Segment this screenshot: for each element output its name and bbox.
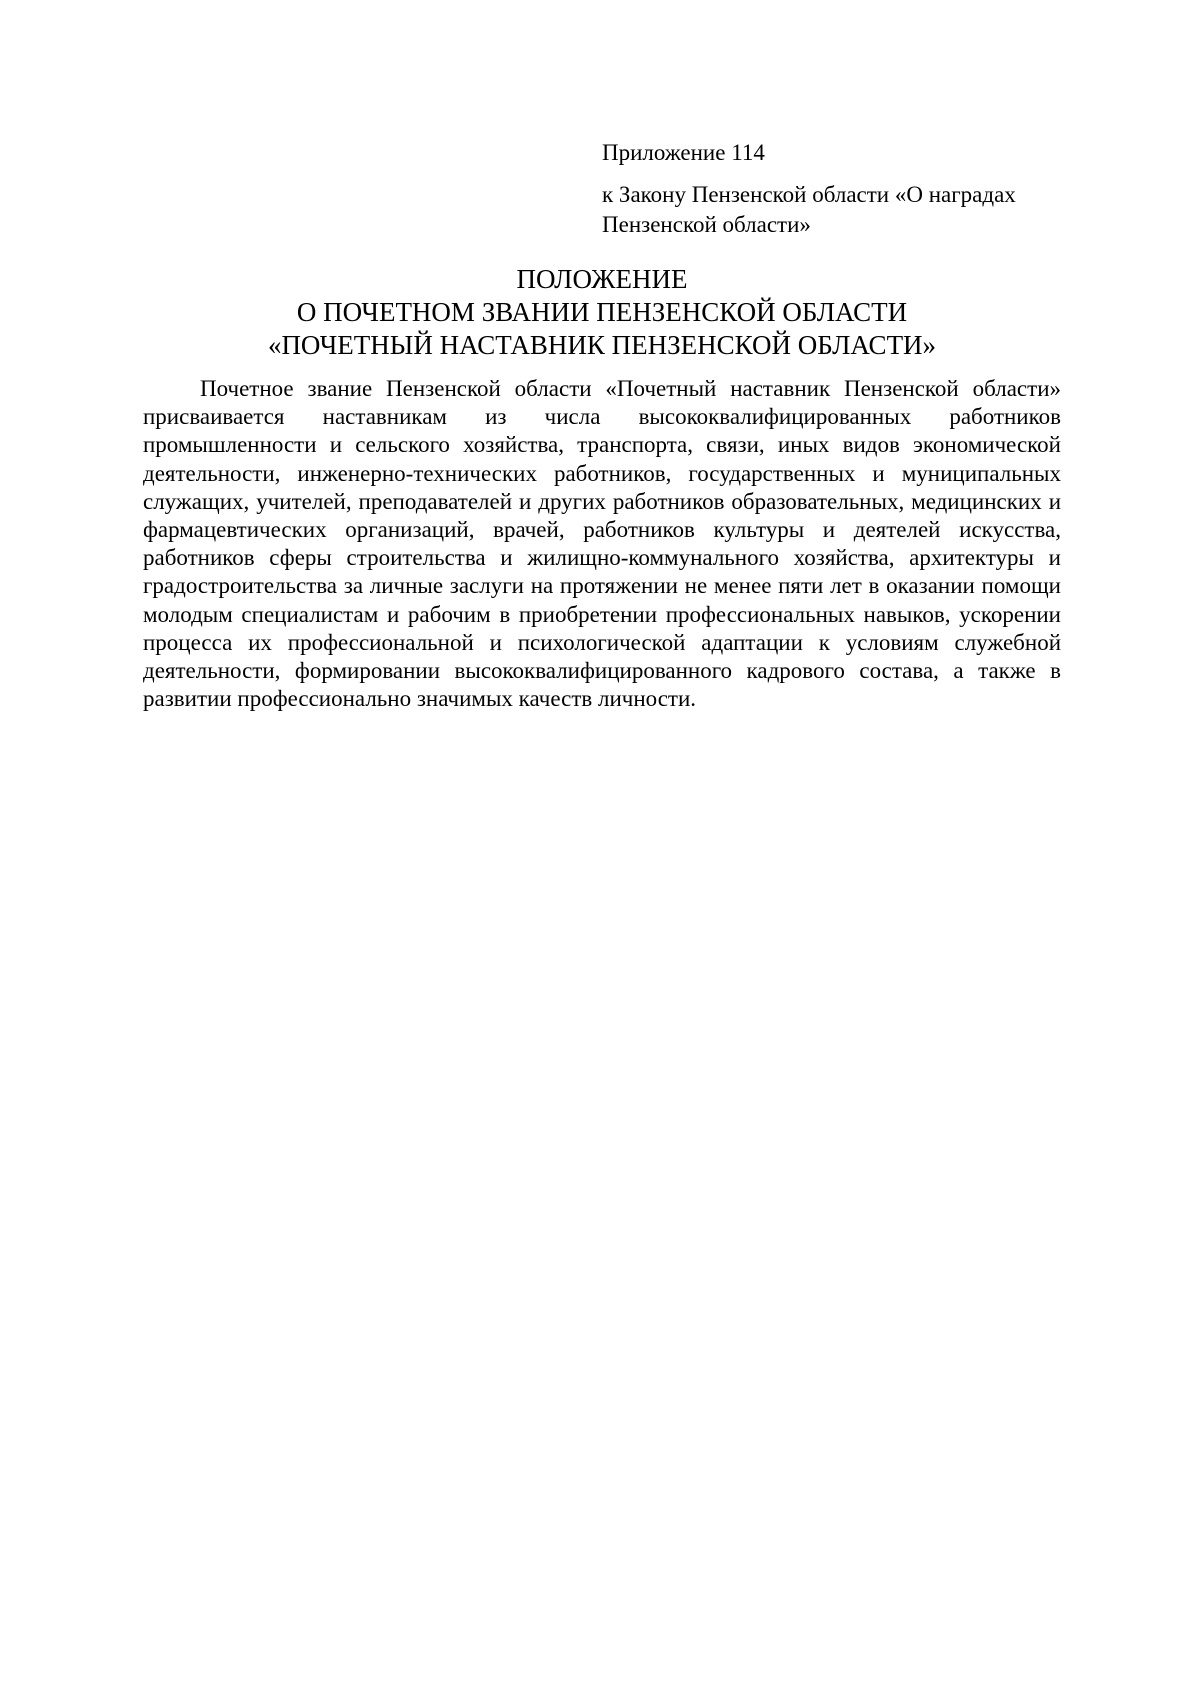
appendix-law-reference: к Закону Пензенской области «О наградах Пензенской области»: [602, 182, 1016, 237]
document-title: [143, 263, 1061, 362]
appendix-number: Приложение 114: [602, 140, 765, 165]
title-line-1: ПОЛОЖЕНИЕ: [516, 264, 688, 294]
title-line-3: «ПОЧЕТНЫЙ НАСТАВНИК ПЕНЗЕНСКОЙ ОБЛАСТИ»: [267, 330, 937, 360]
appendix-header: [602, 138, 1072, 240]
body-paragraph: Почетное звание Пензенской области «Почетный наставник Пензенской области» присваивается наставникам из числа высококвалифицированных работников промышленности и сельского хозяйства, транспорта, связи, иных видов экономической деятельности, инженерно-технических работников, государственных и муниципальных служащих, учителей, преподавателей и других работников образовательных, медицинских и фармацевтических организаций, врачей, работников культуры и деятелей искусства, работников сферы строительства и жилищно-коммунального хозяйства, архитектуры и градостроительства за личные заслуги на протяжении не менее пяти лет в оказании помощи молодым специалистам и рабочим в приобретении профессиональных навыков, ускорении процесса их профессиональной и психологической адаптации к условиям служебной деятельности, формировании высококвалифицированного кадрового состава, а также в развитии профессионально значимых качеств личности.: [143, 376, 1061, 712]
title-line-2: О ПОЧЕТНОМ ЗВАНИИ ПЕНЗЕНСКОЙ ОБЛАСТИ: [296, 297, 908, 327]
